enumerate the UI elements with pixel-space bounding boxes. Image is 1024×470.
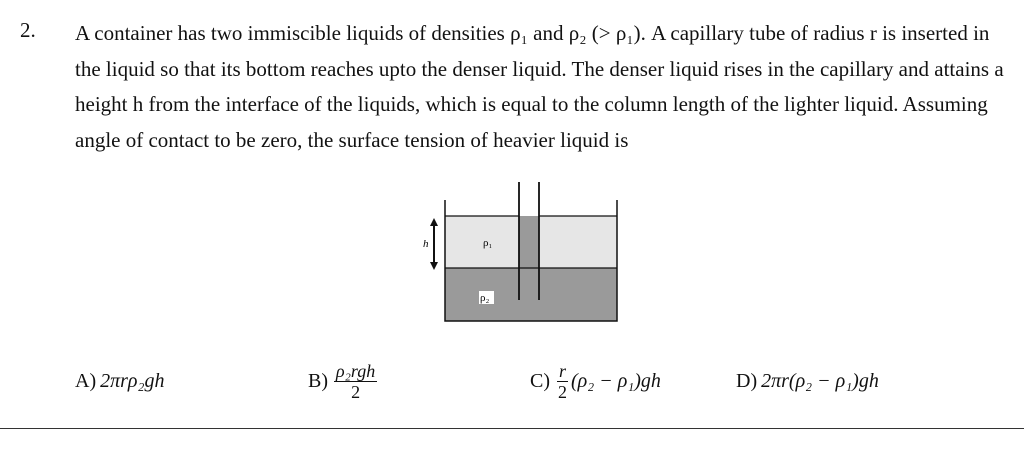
question-text [75, 16, 1020, 158]
option-a-expression: 2πrρ₂gh [100, 369, 165, 392]
option-b-label: B) [308, 369, 328, 392]
height-arrow-bottom-head [430, 262, 438, 270]
option-d-expression: 2πr(ρ₂ − ρ₁)gh [761, 369, 879, 392]
option-a[interactable] [75, 356, 164, 406]
bottom-divider [0, 428, 1024, 429]
capillary-diagram [420, 180, 630, 330]
option-c-label: C) [530, 369, 550, 392]
rho1-label: ρ₁ [483, 237, 493, 249]
option-c-numerator: r [558, 360, 566, 381]
capillary-diagram-svg [420, 180, 630, 330]
option-d-label: D) [736, 369, 758, 392]
option-c-fraction [556, 361, 569, 402]
option-c-expression: (ρ₂ − ρ₁)gh [571, 369, 661, 392]
height-arrow-top-head [430, 218, 438, 226]
option-c[interactable] [530, 356, 661, 406]
option-a-label: A) [75, 369, 97, 392]
capillary-liquid-column [519, 216, 539, 300]
option-b[interactable] [308, 356, 379, 406]
option-b-numerator: ρ₂rgh [336, 360, 376, 381]
rho2-label: ρ₂ [480, 292, 490, 304]
option-d[interactable] [736, 356, 879, 406]
height-label: h [423, 238, 429, 250]
question-body: A container has two immiscible liquids of densities ρ₁ and ρ₂ (> ρ₁). A capillary tube of radius r is inserted in the liquid so that its bottom reaches upto the denser liquid. The denser liquid rises in the capillary and attains a height h from the interface of the liquids, which is equal to the column length of the lighter liquid. Assuming angle of contact to be zero, the surface tension of heavier liquid is [75, 21, 1004, 152]
option-b-fraction [334, 361, 377, 402]
option-b-denominator: 2 [351, 381, 361, 402]
option-c-denominator: 2 [558, 381, 567, 402]
question-number: 2. [20, 18, 36, 42]
